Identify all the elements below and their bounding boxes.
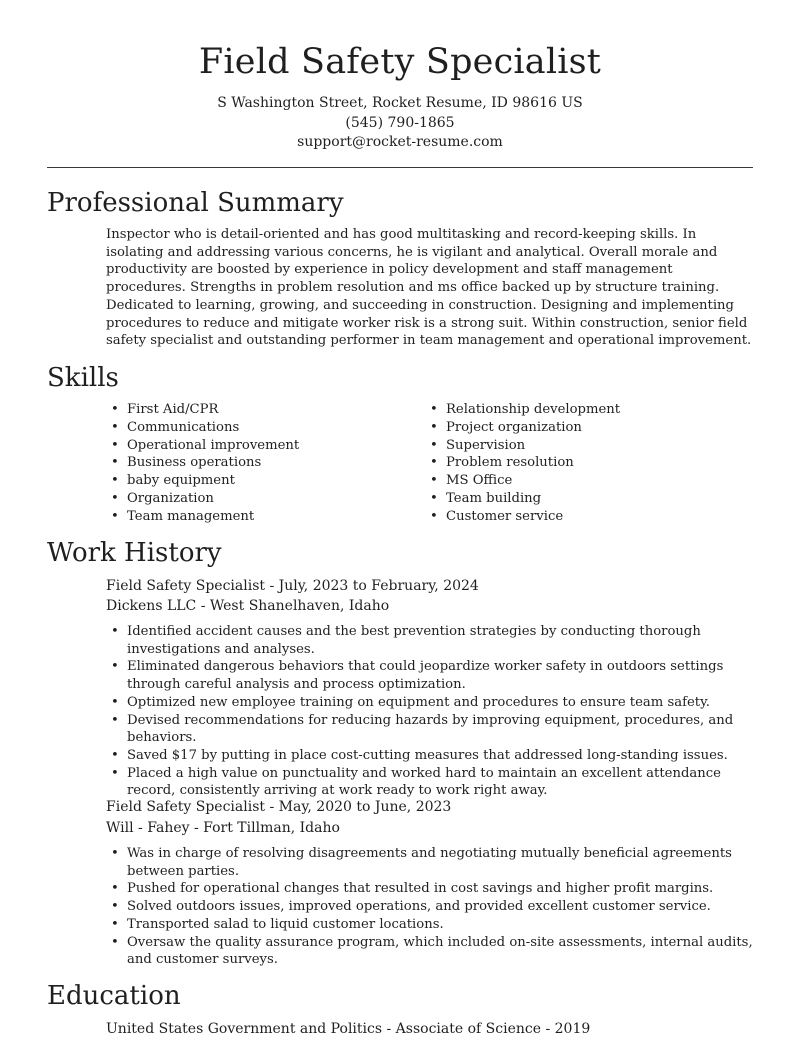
skill-item: • Operational improvement [106, 437, 299, 455]
skill-item: • Supervision [425, 437, 620, 455]
job-bullet: • Pushed for operational changes that resulted in cost savings and higher profit margins. [106, 880, 758, 898]
candidate-name: Field Safety Specialist [198, 42, 602, 82]
education-entry: United States Government and Politics - Associate of Science - 2019 [106, 1021, 591, 1037]
skill-item: • Team management [106, 508, 299, 526]
skill-item: • baby equipment [106, 472, 299, 490]
job-bullet: • Placed a high value on punctuality and worked hard to maintain an excellent attendance record, consistently arriving at work ready to work right away. [106, 765, 756, 800]
skill-item: • Business operations [106, 454, 299, 472]
job-company-line: Dickens LLC - West Shanelhaven, Idaho [106, 598, 390, 614]
job-bullets [106, 845, 758, 969]
section-title-work-history: Work History [47, 538, 222, 568]
job-bullet: • Eliminated dangerous behaviors that could jeopardize worker safety in outdoors settings through careful analysis and process optimization. [106, 658, 756, 693]
job-company-line: Will - Fahey - Fort Tillman, Idaho [106, 820, 340, 836]
summary-text: Inspector who is detail-oriented and has good multitasking and record-keeping skills. In isolating and addressing various concerns, he is vigilant and analytical. Overall morale and productivity are boosted by experience in policy development and staff management procedures. Strengths in problem resolution and ms office backed up by structure training. Dedicated to learning, growing, and succeeding in construction. Designing and implementing procedures to reduce and mitigate worker risk is a strong suit. Within construction, senior field safety specialist and outstanding performer in team management and operational improvement. [106, 227, 752, 349]
skill-item: • First Aid/CPR [106, 401, 299, 419]
skill-item: • Problem resolution [425, 454, 620, 472]
contact-email: support@rocket-resume.com [297, 134, 503, 150]
job-bullet: • Transported salad to liquid customer locations. [106, 916, 758, 934]
section-title-skills: Skills [47, 363, 119, 393]
skill-item: • Customer service [425, 508, 620, 526]
section-title-summary: Professional Summary [47, 188, 344, 218]
job-bullets [106, 623, 756, 800]
header-divider [47, 167, 753, 168]
contact-address: S Washington Street, Rocket Resume, ID 98616 US [217, 95, 583, 111]
skills-list-left [106, 401, 299, 526]
job-bullet: • Oversaw the quality assurance program, which included on-site assessments, internal audits, and customer surveys. [106, 934, 758, 969]
job-bullet: • Was in charge of resolving disagreements and negotiating mutually beneficial agreements between parties. [106, 845, 758, 880]
contact-phone: (545) 790-1865 [345, 114, 455, 131]
skill-item: • Communications [106, 419, 299, 437]
section-title-education: Education [47, 981, 181, 1011]
resume-header [0, 0, 800, 153]
job-bullet: • Devised recommendations for reducing hazards by improving equipment, procedures, and behaviors. [106, 712, 756, 747]
skill-item: • Relationship development [425, 401, 620, 419]
job-bullet: • Identified accident causes and the best prevention strategies by conducting thorough investigations and analyses. [106, 623, 756, 658]
skill-item: • MS Office [425, 472, 620, 490]
job-bullet: • Saved $17 by putting in place cost-cutting measures that addressed long-standing issues. [106, 747, 756, 765]
skill-item: • Team building [425, 490, 620, 508]
job-role-line: Field Safety Specialist - May, 2020 to June, 2023 [106, 799, 452, 815]
skill-item: • Project organization [425, 419, 620, 437]
skills-list-right [425, 401, 620, 526]
job-role-line: Field Safety Specialist - July, 2023 to February, 2024 [106, 578, 479, 594]
job-bullet: • Optimized new employee training on equipment and procedures to ensure team safety. [106, 694, 756, 712]
job-bullet: • Solved outdoors issues, improved operations, and provided excellent customer service. [106, 898, 758, 916]
skill-item: • Organization [106, 490, 299, 508]
